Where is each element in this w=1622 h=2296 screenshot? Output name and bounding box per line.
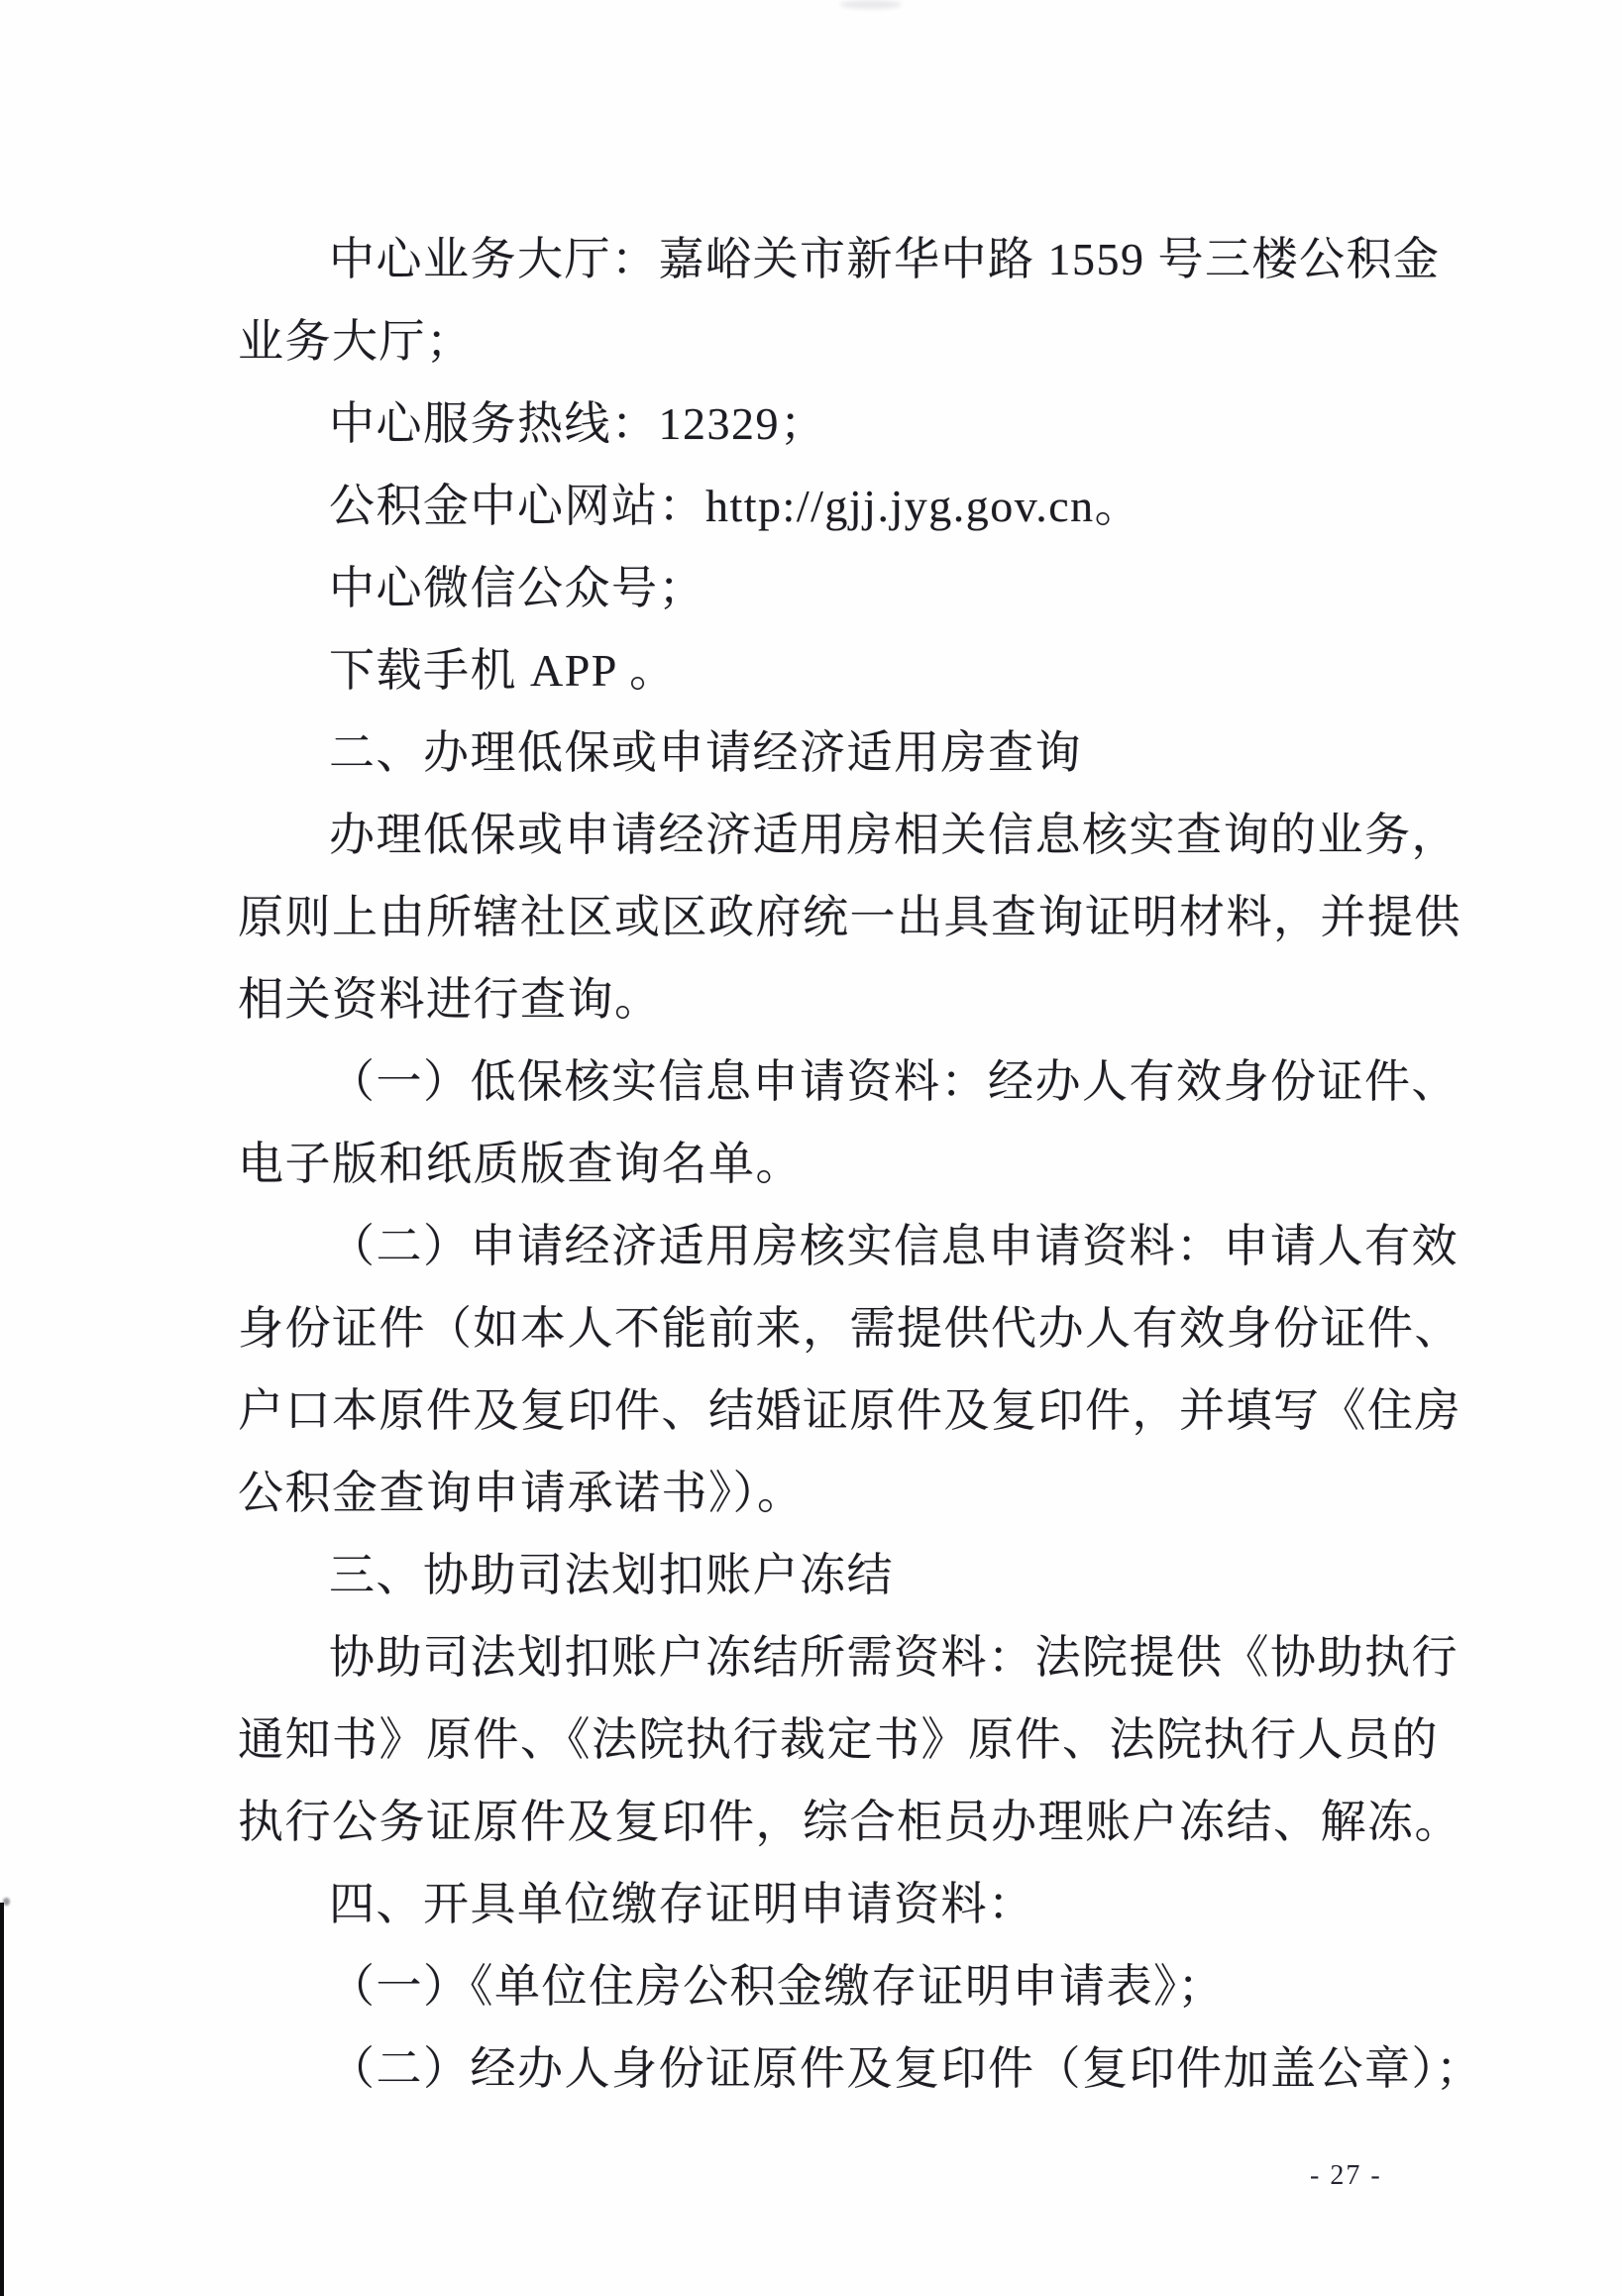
doc-line: 身份证件（如本人不能前来，需提供代办人有效身份证件、 (238, 1303, 1461, 1354)
doc-line: 通知书》原件、《法院执行裁定书》原件、法院执行人员的 (238, 1714, 1439, 1765)
doc-line: 中心服务热线：12329； (329, 398, 827, 449)
doc-line: （一）《单位住房公积金缴存证明申请表》； (329, 1961, 1225, 2012)
doc-line: 户口本原件及复印件、结婚证原件及复印件，并填写《住房 (238, 1385, 1461, 1436)
document-text-block (238, 218, 1483, 2110)
scan-smudge-artifact (840, 0, 902, 9)
doc-line-section-heading: 四、开具单位缴存证明申请资料： (329, 1879, 1035, 1929)
doc-line: （二）申请经济适用房核实信息申请资料：申请人有效 (329, 1221, 1459, 1271)
scan-edge-line-artifact (0, 1903, 4, 2296)
doc-line: 公积金中心网站：http://gjj.jyg.gov.cn。 (329, 481, 1142, 531)
doc-line: （一）低保核实信息申请资料：经办人有效身份证件、 (329, 1056, 1459, 1107)
doc-line: 公积金查询申请承诺书》）。 (238, 1468, 805, 1518)
doc-line: （二）经办人身份证原件及复印件（复印件加盖公章）； (329, 2043, 1483, 2094)
doc-line: 中心业务大厅：嘉峪关市新华中路 1559 号三楼公积金 (329, 234, 1441, 284)
doc-line: 下载手机 APP 。 (329, 645, 677, 696)
doc-line-section-heading: 三、协助司法划扣账户冻结 (329, 1550, 894, 1600)
scan-speck-artifact (3, 1898, 10, 1906)
doc-line-section-heading: 二、办理低保或申请经济适用房查询 (329, 727, 1082, 778)
doc-line: 执行公务证原件及复印件，综合柜员办理账户冻结、解冻。 (238, 1797, 1461, 1847)
doc-line: 电子版和纸质版查询名单。 (238, 1139, 803, 1189)
doc-line: 协助司法划扣账户冻结所需资料：法院提供《协助执行 (329, 1632, 1459, 1683)
doc-line: 原则上由所辖社区或区政府统一出具查询证明材料，并提供 (238, 892, 1461, 942)
doc-line: 中心微信公众号； (329, 563, 705, 613)
doc-line: 办理低保或申请经济适用房相关信息核实查询的业务， (329, 810, 1459, 860)
doc-line: 相关资料进行查询。 (238, 974, 662, 1025)
page-number: - 27 - (1310, 2160, 1382, 2191)
doc-line: 业务大厅； (238, 316, 474, 367)
